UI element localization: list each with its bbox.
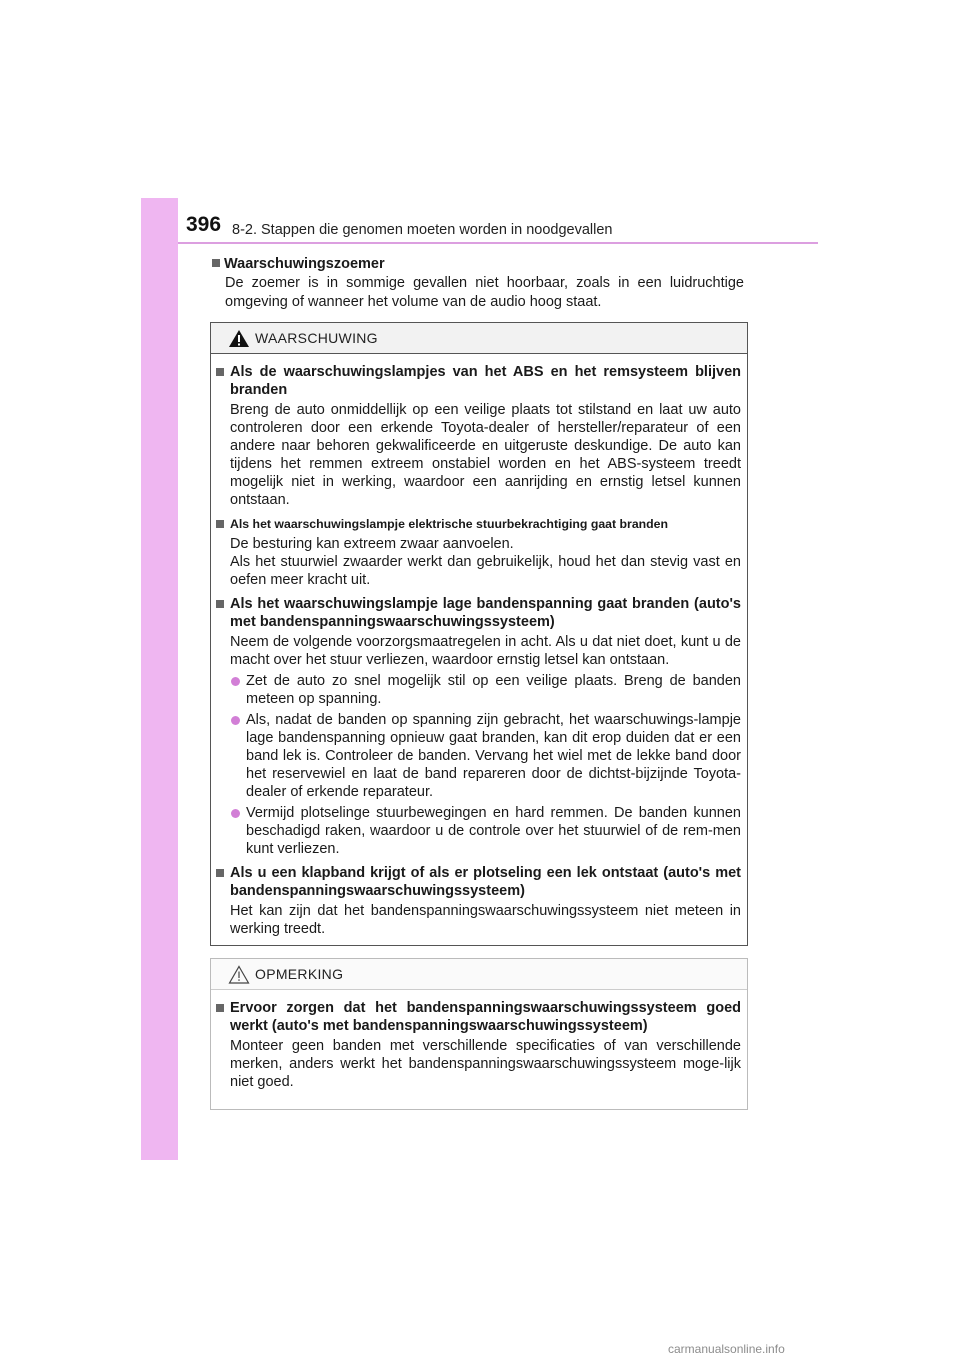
notice-box-header — [211, 959, 747, 990]
warning-item-heading: Als de waarschuwingslampjes van het ABS en het remsysteem blijven branden — [230, 364, 741, 398]
intro-text: De zoemer is in sommige gevallen niet hoorbaar, zoals in een luidruchtige omgeving of wanneer het volume van de audio hoog staat. — [225, 275, 744, 310]
warning-item-text: Breng de auto onmiddellijk op een veilige plaats tot stilstand en laat uw auto controleren door een erkende Toyota-dealer of hersteller/reparateur of een andere naar behoren gekwalificeerde en uitgeruste deskundige. De auto kan tijdens het remmen extreem onstabiel worden en het ABS-systeem treedt mogelijk niet in werking, waardoor een aanrijding en ernstig letsel kunnen ontstaan. — [230, 402, 741, 508]
header-rule — [178, 242, 818, 244]
notice-item-text: Monteer geen banden met verschillende specificaties of van verschillende merken, anders werkt het bandenspanningswaarschuwingssysteem moge-lijk niet goed. — [230, 1038, 741, 1090]
warning-box — [210, 322, 748, 946]
intro-heading — [212, 255, 744, 274]
page-number: 396 — [186, 213, 222, 236]
square-bullet-icon — [216, 1004, 224, 1012]
intro-section — [212, 255, 744, 312]
notice-box-body — [211, 990, 747, 1091]
warning-item-text: De besturing kan extreem zwaar aanvoelen. — [230, 536, 514, 552]
round-bullet-icon — [231, 716, 240, 725]
warning-item-heading: Als het waarschuwingslampje elektrische stuurbekrachtiging gaat branden — [230, 517, 669, 531]
warning-item-text: Het kan zijn dat het bandenspanningswaarschuwingssysteem niet meteen in werking treedt. — [230, 903, 741, 937]
intro-heading-text: Waarschuwingszoemer — [224, 256, 385, 272]
notice-box — [210, 958, 748, 1110]
warning-item-power-steering — [216, 515, 741, 589]
square-bullet-icon — [216, 368, 224, 376]
warning-triangle-icon — [228, 329, 250, 348]
notice-item-tpms — [216, 999, 741, 1091]
round-bullet-icon — [231, 677, 240, 686]
square-bullet-icon — [216, 869, 224, 877]
caution-triangle-icon — [228, 965, 250, 984]
warning-item-blowout — [216, 864, 741, 938]
warning-item-heading: Als het waarschuwingslampje lage bandenspanning gaat branden (auto's met bandenspanningswaarschuwingssysteem) — [230, 596, 741, 630]
square-bullet-icon — [212, 259, 220, 267]
chapter-side-tab — [141, 198, 178, 1160]
warning-box-body — [211, 354, 747, 938]
warning-item-abs — [216, 363, 741, 509]
warning-box-title: WAARSCHUWING — [255, 330, 378, 346]
notice-box-title: OPMERKING — [255, 966, 344, 982]
warning-box-header — [211, 323, 747, 354]
warning-item-text: Neem de volgende voorzorgsmaatregelen in acht. Als u dat niet doet, kunt u de macht over het stuur verliezen, waardoor ernstig letsel kan ontstaan. — [230, 634, 741, 668]
square-bullet-icon — [216, 520, 224, 528]
running-head: 8-2. Stappen die genomen moeten worden in noodgevallen — [232, 222, 613, 238]
warning-item-text-2: Als het stuurwiel zwaarder werkt dan gebruikelijk, houd het dan stevig vast en oefen meer kracht uit. — [230, 554, 741, 588]
watermark: carmanualsonline.info — [668, 1342, 785, 1356]
notice-item-heading: Ervoor zorgen dat het bandenspanningswaarschuwingssysteem goed werkt (auto's met bandenspanningswaarschuwingssysteem) — [230, 1000, 741, 1034]
square-bullet-icon — [216, 600, 224, 608]
warning-item-tire-pressure — [216, 595, 741, 858]
warning-item-heading: Als u een klapband krijgt of als er plotseling een lek ontstaat (auto's met bandenspanningswaarschuwingssysteem) — [230, 865, 741, 899]
list-item: Vermijd plotselinge stuurbewegingen en hard remmen. De banden kunnen beschadigd raken, waardoor u de controle over het stuurwiel of de rem-men kunt verliezen. — [216, 804, 741, 858]
list-item: Zet de auto zo snel mogelijk stil op een veilige plaats. Breng de banden meteen op spanning. — [216, 672, 741, 708]
list-item: Als, nadat de banden op spanning zijn gebracht, het waarschuwings-lampje lage bandenspanning opnieuw gaat branden, kan dit erop duiden dat er een band lek is. Controleer de banden. Vervang het wiel met de lekke band door het reservewiel en laat de band repareren door de dichtst-bijzijnde Toyota-dealer of erkende reparateur. — [216, 711, 741, 801]
round-bullet-icon — [231, 809, 240, 818]
